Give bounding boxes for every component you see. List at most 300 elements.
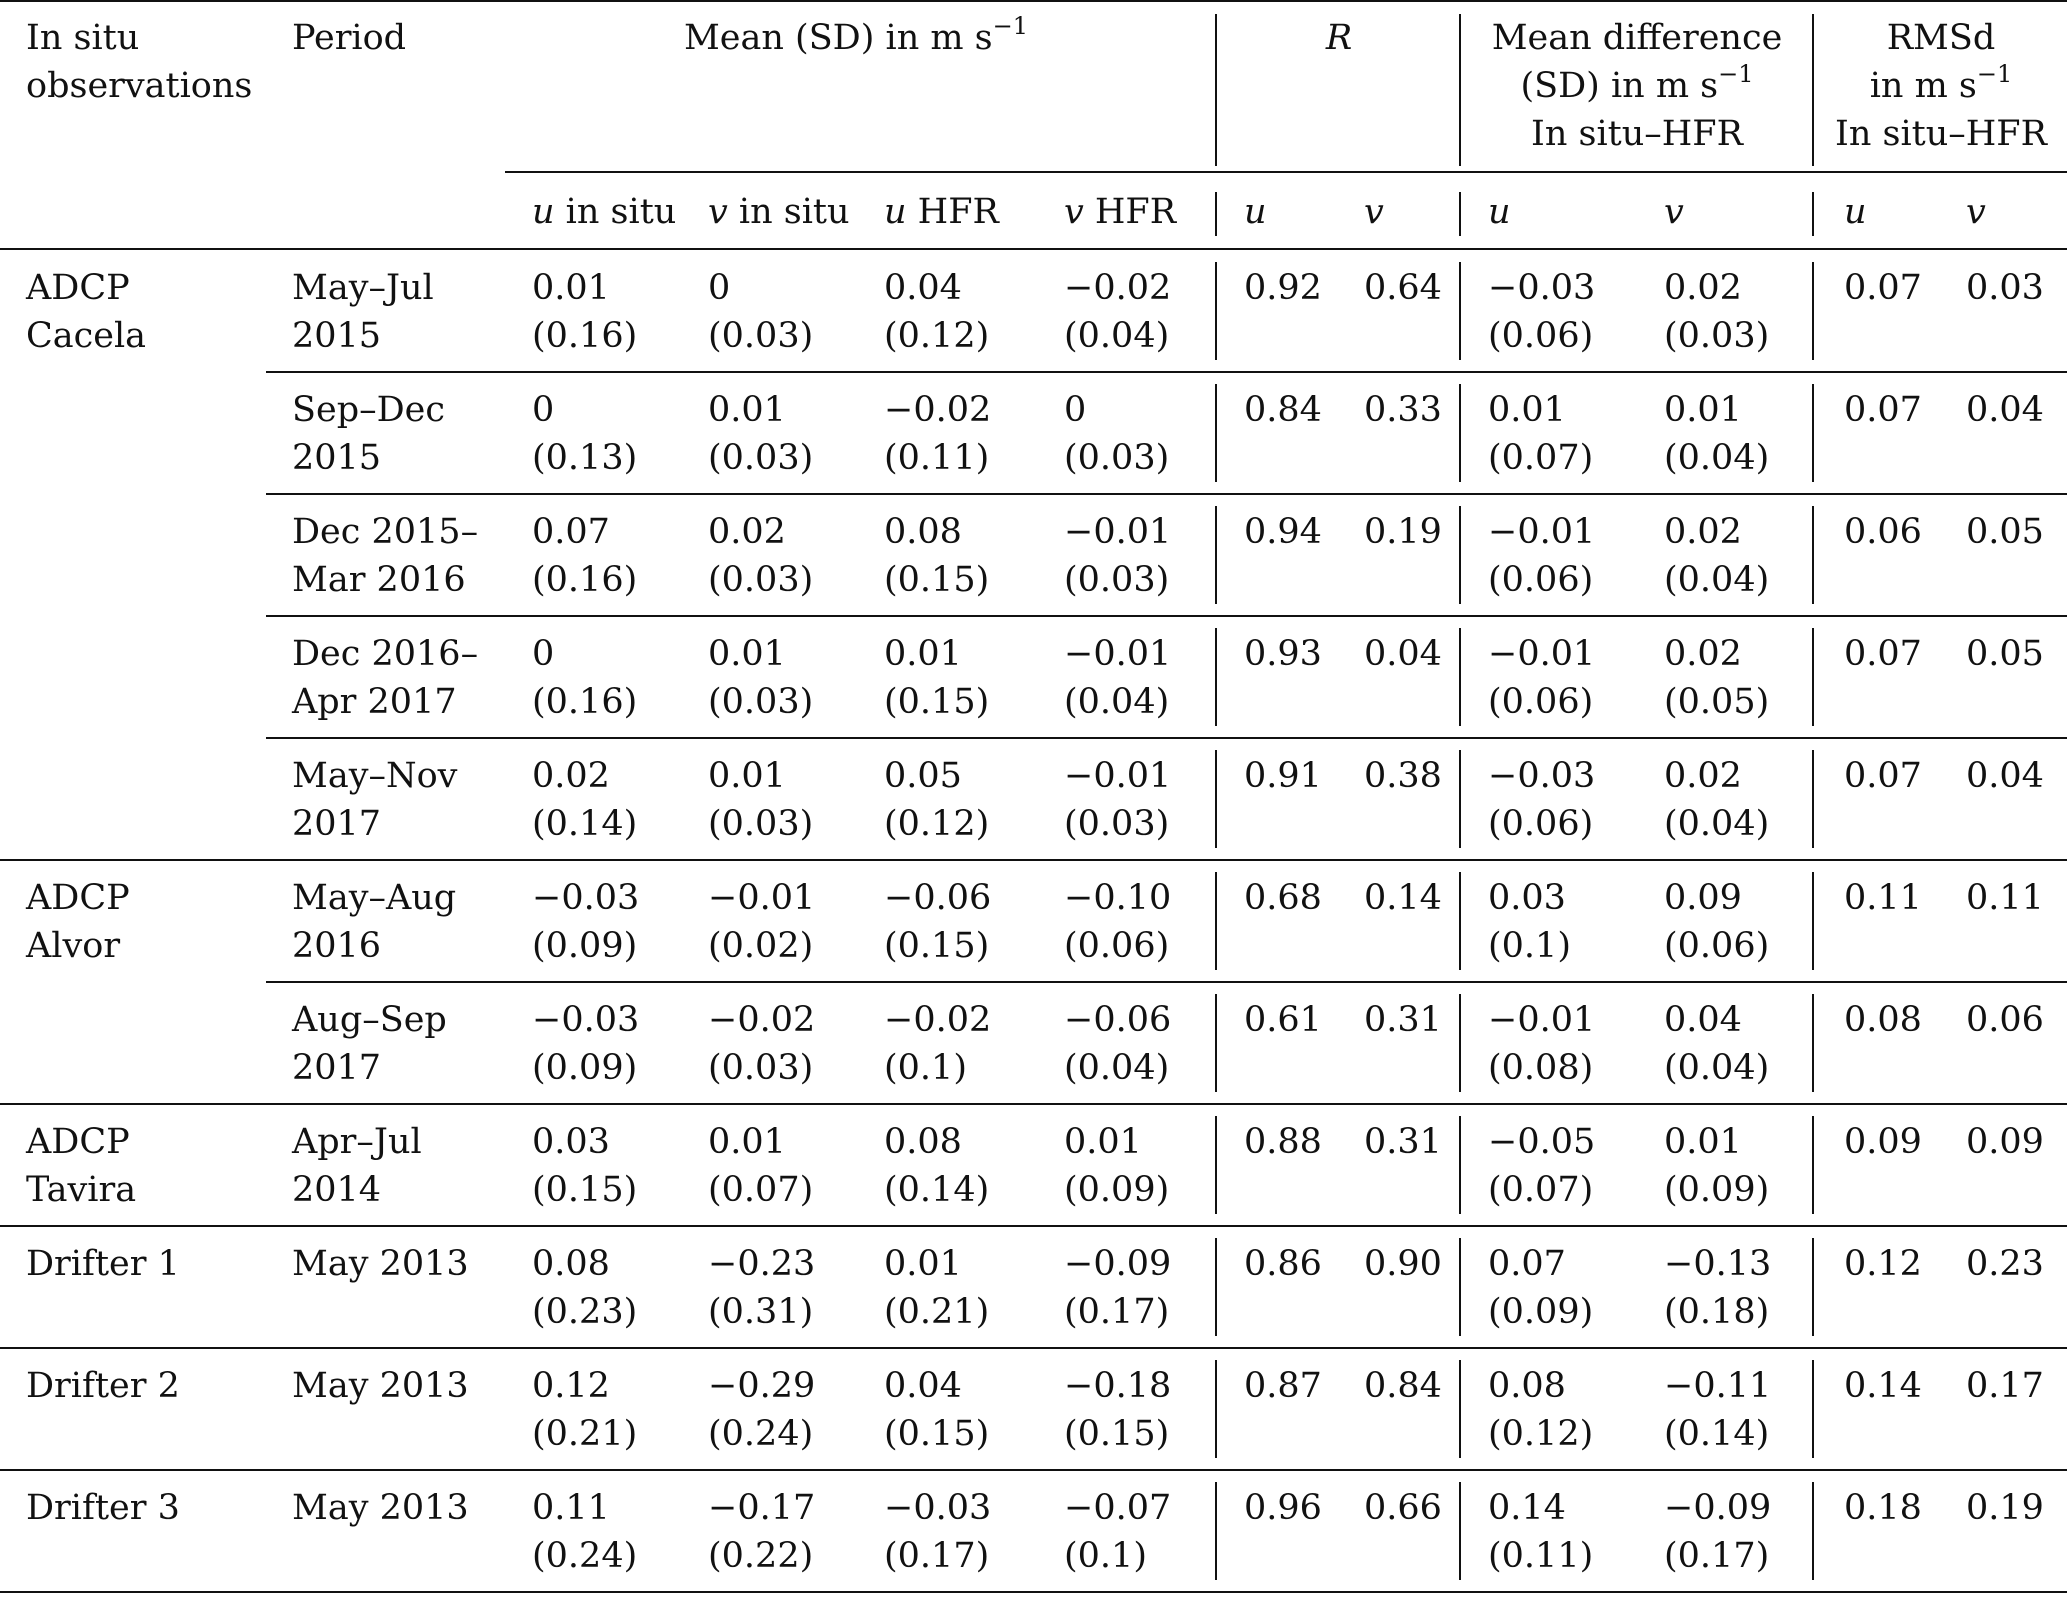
cell-v-hfr-line: (0.09) (1064, 1170, 1170, 1210)
cell-v-in-line: (0.03) (708, 682, 814, 722)
cell-u-in-line: (0.09) (532, 1048, 638, 1088)
period-cell (292, 508, 478, 604)
cell-v-hfr (1064, 1118, 1169, 1214)
cell-d-v-line: −0.13 (1664, 1244, 1772, 1284)
group-name (26, 264, 146, 360)
cell-v-in (708, 1362, 815, 1458)
cell-v-hfr-line: −0.07 (1064, 1488, 1172, 1528)
cell-v-hfr (1064, 874, 1171, 970)
cell-d-u-line: (0.06) (1488, 316, 1594, 356)
row-vline (1812, 384, 1814, 482)
cell-u-hfr-line: (0.15) (884, 682, 990, 722)
group-rule (0, 1469, 2067, 1471)
row-vline (1215, 1238, 1217, 1336)
cell-d-v-line: (0.05) (1664, 682, 1770, 722)
header-mean-unit-exp: −1 (992, 12, 1029, 41)
cell-r-u-line: 0.91 (1244, 756, 1322, 796)
cell-d-u-line: 0.07 (1488, 1244, 1566, 1284)
cell-r-u-line: 0.92 (1244, 268, 1322, 308)
cell-d-u-line: −0.03 (1488, 756, 1596, 796)
header-diff-line1: Mean difference (1491, 18, 1783, 58)
cell-r-u (1244, 1240, 1322, 1288)
cell-r-v (1364, 1118, 1442, 1166)
header-diff-group (1462, 14, 1812, 158)
cell-d-u-line: (0.1) (1488, 926, 1571, 966)
cell-v-in-line: (0.22) (708, 1536, 814, 1576)
cell-r-u-line: 0.84 (1244, 390, 1322, 430)
sub-v-hfr-text: HFR (1083, 192, 1177, 232)
header-diff-line3: In situ–HFR (1531, 114, 1743, 154)
period-cell-line: 2016 (292, 926, 382, 966)
cell-u-hfr-line: −0.06 (884, 878, 992, 918)
cell-rms-u (1844, 508, 1922, 556)
cell-v-in (708, 1118, 813, 1214)
period-cell (292, 630, 478, 726)
row-vline (1459, 1116, 1461, 1214)
cell-u-in-line: 0.08 (532, 1244, 610, 1284)
cell-u-hfr (884, 1362, 989, 1458)
period-cell-line: Mar 2016 (292, 560, 466, 600)
row-rule (266, 615, 2067, 617)
cell-u-hfr-line: (0.1) (884, 1048, 967, 1088)
cell-v-hfr-line: −0.18 (1064, 1366, 1172, 1406)
row-vline (1215, 628, 1217, 726)
cell-v-hfr (1064, 630, 1171, 726)
period-cell (292, 874, 456, 970)
period-cell-line: Apr–Jul (292, 1122, 422, 1162)
cell-rms-u (1844, 630, 1922, 678)
cell-r-u-line: 0.93 (1244, 634, 1322, 674)
cell-rms-v (1966, 996, 2044, 1044)
cell-rms-u (1844, 264, 1922, 312)
cell-r-u (1244, 508, 1322, 556)
cell-v-in-line: 0.01 (708, 634, 786, 674)
cell-v-in-line: (0.03) (708, 438, 814, 478)
cell-v-in (708, 752, 813, 848)
row-vline (1459, 750, 1461, 848)
cell-v-hfr-line: (0.15) (1064, 1414, 1170, 1454)
cell-rms-u (1844, 1362, 1922, 1410)
group-name-line: Drifter 2 (26, 1366, 180, 1406)
sub-v-hfr (1064, 188, 1176, 236)
cell-r-v-line: 0.84 (1364, 1366, 1442, 1406)
cell-rms-v-line: 0.04 (1966, 390, 2044, 430)
cell-d-u-line: (0.06) (1488, 682, 1594, 722)
cell-v-hfr (1064, 752, 1171, 848)
cell-d-v-line: 0.02 (1664, 268, 1742, 308)
cell-r-v (1364, 264, 1442, 312)
cell-v-hfr-line: (0.1) (1064, 1536, 1147, 1576)
cell-d-u (1488, 1118, 1595, 1214)
cell-v-hfr-line: −0.09 (1064, 1244, 1172, 1284)
group-name (26, 1484, 180, 1532)
group-name (26, 874, 130, 970)
cell-u-hfr-line: (0.21) (884, 1292, 990, 1332)
cell-r-u-line: 0.86 (1244, 1244, 1322, 1284)
cell-d-u-line: (0.09) (1488, 1292, 1594, 1332)
period-cell-line: May–Nov (292, 756, 458, 796)
header-rmsd-line3: In situ–HFR (1835, 114, 2047, 154)
cell-v-in-line: −0.17 (708, 1488, 816, 1528)
cell-v-hfr (1064, 1240, 1171, 1336)
cell-u-hfr (884, 386, 991, 482)
cell-v-hfr (1064, 508, 1171, 604)
cell-d-v-line: 0.04 (1664, 1000, 1742, 1040)
cell-rms-u (1844, 1484, 1922, 1532)
row-rule (266, 737, 2067, 739)
header-r-group: R (1325, 18, 1353, 58)
group-name-line: Drifter 3 (26, 1488, 180, 1528)
cell-v-in-line: 0.01 (708, 756, 786, 796)
cell-u-in-line: (0.14) (532, 804, 638, 844)
cell-u-in-line: (0.16) (532, 560, 638, 600)
cell-d-u (1488, 386, 1593, 482)
cell-d-u-line: −0.01 (1488, 634, 1596, 674)
cell-u-hfr-line: (0.12) (884, 316, 990, 356)
cell-u-hfr-line: (0.17) (884, 1536, 990, 1576)
sub-v-insitu (708, 188, 850, 236)
cell-rms-u-line: 0.18 (1844, 1488, 1922, 1528)
row-vline (1459, 506, 1461, 604)
sub-vline-r (1215, 192, 1217, 236)
cell-u-hfr (884, 874, 991, 970)
row-vline (1812, 1116, 1814, 1214)
cell-d-u (1488, 1362, 1593, 1458)
cell-rms-u-line: 0.07 (1844, 268, 1922, 308)
group-rule (0, 859, 2067, 861)
cell-u-in-line: (0.16) (532, 316, 638, 356)
cell-d-v (1664, 508, 1769, 604)
cell-d-v-line: (0.14) (1664, 1414, 1770, 1454)
group-name-line: Drifter 1 (26, 1244, 180, 1284)
group-name-line: ADCP (26, 878, 130, 918)
cell-u-in (532, 874, 639, 970)
cell-v-in (708, 264, 813, 360)
cell-u-in-line: 0.01 (532, 268, 610, 308)
period-cell (292, 1362, 469, 1410)
period-cell (292, 1118, 422, 1214)
period-cell-line: 2017 (292, 1048, 382, 1088)
sub-rmsd-u: u (1844, 192, 1867, 232)
cell-u-in-line: 0 (532, 390, 555, 430)
sub-u-hfr-var: u (884, 192, 907, 232)
top-rule (0, 0, 2067, 2)
header-vline-diff (1459, 14, 1461, 166)
sub-v-hfr-var: v (1064, 192, 1084, 232)
cell-v-in-line: (0.07) (708, 1170, 814, 1210)
cell-v-hfr-line: (0.04) (1064, 682, 1170, 722)
group-rule (0, 1347, 2067, 1349)
period-cell (292, 386, 445, 482)
cell-rms-v (1966, 386, 2044, 434)
cell-rms-u (1844, 386, 1922, 434)
cell-r-v-line: 0.31 (1364, 1000, 1442, 1040)
sub-u-insitu-var: u (532, 192, 555, 232)
row-vline (1215, 262, 1217, 360)
row-vline (1459, 262, 1461, 360)
cell-u-in (532, 508, 637, 604)
sub-u-hfr-text: HFR (906, 192, 999, 232)
cell-u-in (532, 630, 637, 726)
group-name-line: ADCP (26, 268, 130, 308)
cell-v-hfr-line: −0.02 (1064, 268, 1172, 308)
cell-u-in (532, 996, 639, 1092)
cell-r-u (1244, 630, 1322, 678)
group-rule (0, 1103, 2067, 1105)
cell-rms-v-line: 0.11 (1966, 878, 2044, 918)
cell-v-in-line: −0.29 (708, 1366, 816, 1406)
cell-d-u-line: −0.03 (1488, 268, 1596, 308)
cell-r-v (1364, 874, 1442, 922)
cell-d-u (1488, 264, 1595, 360)
cell-r-v-line: 0.33 (1364, 390, 1442, 430)
header-vline-r (1215, 14, 1217, 166)
cell-d-v-line: (0.04) (1664, 438, 1770, 478)
cell-rms-v (1966, 1362, 2044, 1410)
cell-u-in-line: (0.21) (532, 1414, 638, 1454)
sub-v-insitu-text: in situ (727, 192, 850, 232)
cell-d-u-line: (0.08) (1488, 1048, 1594, 1088)
cell-v-in-line: (0.03) (708, 316, 814, 356)
cell-d-v-line: (0.17) (1664, 1536, 1770, 1576)
cell-rms-u-line: 0.07 (1844, 634, 1922, 674)
row-vline (1812, 506, 1814, 604)
cell-d-v-line: 0.01 (1664, 390, 1742, 430)
cell-r-u (1244, 752, 1322, 800)
cell-d-v (1664, 752, 1769, 848)
row-vline (1215, 506, 1217, 604)
cell-u-in-line: 0 (532, 634, 555, 674)
cell-u-in (532, 1118, 637, 1214)
period-cell-line: May 2013 (292, 1244, 469, 1284)
cell-u-in (532, 386, 637, 482)
cell-rms-v-line: 0.03 (1966, 268, 2044, 308)
cell-v-hfr (1064, 996, 1171, 1092)
cell-d-u-line: (0.07) (1488, 438, 1594, 478)
cell-u-hfr-line: (0.11) (884, 438, 990, 478)
cell-d-v-line: 0.01 (1664, 1122, 1742, 1162)
cell-r-v (1364, 996, 1442, 1044)
cell-r-v-line: 0.31 (1364, 1122, 1442, 1162)
cell-v-in (708, 508, 813, 604)
cell-u-hfr-line: 0.04 (884, 268, 962, 308)
cell-d-u (1488, 1240, 1593, 1336)
cell-d-v-line: (0.04) (1664, 804, 1770, 844)
cell-u-in (532, 264, 637, 360)
cell-v-in-line: −0.01 (708, 878, 816, 918)
cell-r-u (1244, 1362, 1322, 1410)
cell-d-v (1664, 264, 1769, 360)
cell-rms-v-line: 0.17 (1966, 1366, 2044, 1406)
period-cell-line: May–Jul (292, 268, 434, 308)
period-cell-line: Dec 2016– (292, 634, 479, 674)
cell-v-in-line: (0.02) (708, 926, 814, 966)
cell-u-hfr-line: (0.15) (884, 560, 990, 600)
cell-u-hfr-line: (0.15) (884, 926, 990, 966)
header-obs-line1: In situ (26, 18, 140, 58)
cell-d-v (1664, 1484, 1771, 1580)
sub-r-u: u (1244, 192, 1267, 232)
cell-u-hfr-line: −0.02 (884, 1000, 992, 1040)
cell-v-hfr-line: (0.03) (1064, 804, 1170, 844)
cell-v-hfr-line: (0.04) (1064, 1048, 1170, 1088)
header-diff-unit-exp: −1 (1718, 60, 1754, 89)
cell-d-v (1664, 630, 1769, 726)
group-rule (0, 1591, 2067, 1593)
cell-rms-v-line: 0.09 (1966, 1122, 2044, 1162)
row-vline (1215, 872, 1217, 970)
row-vline (1812, 750, 1814, 848)
cell-d-v (1664, 996, 1769, 1092)
header-vline-rmsd (1812, 14, 1814, 166)
cell-r-v-line: 0.38 (1364, 756, 1442, 796)
cell-v-in-line: (0.03) (708, 560, 814, 600)
cell-u-in (532, 1240, 637, 1336)
cell-u-in-line: (0.13) (532, 438, 638, 478)
cell-d-u (1488, 874, 1571, 970)
cell-v-in (708, 874, 815, 970)
cell-r-v (1364, 508, 1442, 556)
sub-r-v: v (1364, 192, 1384, 232)
cell-v-hfr-line: −0.06 (1064, 1000, 1172, 1040)
cell-v-in (708, 386, 813, 482)
cell-u-hfr-line: −0.03 (884, 1488, 992, 1528)
cell-rms-u-line: 0.11 (1844, 878, 1922, 918)
cell-rms-v (1966, 752, 2044, 800)
sub-rmsd-v: v (1966, 192, 1986, 232)
cell-r-v (1364, 386, 1442, 434)
cell-rms-v-line: 0.23 (1966, 1244, 2044, 1284)
cell-r-v-line: 0.66 (1364, 1488, 1442, 1528)
header-diff-unit: (SD) in m s (1520, 66, 1719, 106)
cell-v-in-line: −0.23 (708, 1244, 816, 1284)
cell-rms-u (1844, 752, 1922, 800)
cell-d-v (1664, 1240, 1771, 1336)
cell-v-in-line: (0.24) (708, 1414, 814, 1454)
cell-v-in-line: 0.01 (708, 1122, 786, 1162)
cell-rms-v-line: 0.06 (1966, 1000, 2044, 1040)
cell-rms-v (1966, 1118, 2044, 1166)
cell-rms-u-line: 0.09 (1844, 1122, 1922, 1162)
header-period: Period (292, 18, 407, 58)
cell-r-v-line: 0.64 (1364, 268, 1442, 308)
row-vline (1215, 750, 1217, 848)
group-name-line: Alvor (26, 926, 121, 966)
cell-u-hfr (884, 508, 989, 604)
period-cell-line: Sep–Dec (292, 390, 445, 430)
period-cell-line: 2015 (292, 438, 382, 478)
cell-d-u-line: 0.14 (1488, 1488, 1566, 1528)
row-vline (1215, 1360, 1217, 1458)
cell-d-u (1488, 630, 1595, 726)
row-rule (266, 981, 2067, 983)
cell-v-in-line: (0.31) (708, 1292, 814, 1332)
row-vline (1812, 1482, 1814, 1580)
cell-d-u-line: (0.11) (1488, 1536, 1594, 1576)
row-rule (266, 371, 2067, 373)
cell-rms-u (1844, 874, 1922, 922)
period-cell-line: May 2013 (292, 1488, 469, 1528)
cell-d-u-line: (0.06) (1488, 804, 1594, 844)
cell-d-v (1664, 874, 1769, 970)
row-vline (1459, 1238, 1461, 1336)
cell-rms-v (1966, 508, 2044, 556)
cell-v-in (708, 1484, 815, 1580)
cell-v-hfr-line: −0.10 (1064, 878, 1172, 918)
row-vline (1812, 872, 1814, 970)
period-cell-line: Apr 2017 (292, 682, 457, 722)
cell-r-v-line: 0.04 (1364, 634, 1442, 674)
sub-u-insitu (532, 188, 676, 236)
sub-diff-u: u (1488, 192, 1511, 232)
row-vline (1812, 1360, 1814, 1458)
cell-u-hfr-line: (0.12) (884, 804, 990, 844)
cell-u-hfr-line: 0.05 (884, 756, 962, 796)
cell-u-in (532, 752, 637, 848)
header-obs-line2: observations (26, 66, 253, 106)
cell-rms-v-line: 0.19 (1966, 1488, 2044, 1528)
row-vline (1215, 994, 1217, 1092)
cell-rms-u-line: 0.06 (1844, 512, 1922, 552)
cell-rms-v (1966, 874, 2044, 922)
sub-u-hfr (884, 188, 999, 236)
group-name-line: Tavira (26, 1170, 137, 1210)
cell-u-hfr (884, 1118, 989, 1214)
cell-v-hfr-line: 0.01 (1064, 1122, 1142, 1162)
cell-r-u-line: 0.96 (1244, 1488, 1322, 1528)
group-name-line: ADCP (26, 1122, 130, 1162)
cell-u-in-line: −0.03 (532, 1000, 640, 1040)
header-mean-group (500, 14, 1212, 62)
cell-d-u-line: 0.03 (1488, 878, 1566, 918)
cell-rms-v-line: 0.05 (1966, 512, 2044, 552)
row-vline (1215, 384, 1217, 482)
group-rule (0, 1225, 2067, 1227)
row-vline (1812, 628, 1814, 726)
cell-v-in (708, 1240, 815, 1336)
cell-d-v-line: (0.04) (1664, 560, 1770, 600)
row-vline (1459, 872, 1461, 970)
period-cell (292, 1484, 469, 1532)
cell-u-hfr-line: 0.01 (884, 634, 962, 674)
cell-u-in-line: (0.23) (532, 1292, 638, 1332)
cell-d-u-line: −0.05 (1488, 1122, 1596, 1162)
period-cell-line: 2014 (292, 1170, 382, 1210)
cell-v-in-line: 0.01 (708, 390, 786, 430)
sub-vline-diff (1459, 192, 1461, 236)
cell-u-hfr (884, 996, 991, 1092)
row-vline (1812, 262, 1814, 360)
cell-d-v-line: 0.09 (1664, 878, 1742, 918)
cell-d-u-line: 0.01 (1488, 390, 1566, 430)
cell-v-hfr-line: (0.03) (1064, 560, 1170, 600)
cell-r-v (1364, 1240, 1442, 1288)
cell-rms-v (1966, 1240, 2044, 1288)
cell-d-v (1664, 386, 1769, 482)
cell-u-hfr (884, 752, 989, 848)
group-name-line: Cacela (26, 316, 147, 356)
cell-d-v-line: 0.02 (1664, 756, 1742, 796)
cell-d-u (1488, 1484, 1593, 1580)
period-cell-line: 2017 (292, 804, 382, 844)
row-vline (1812, 994, 1814, 1092)
header-diff-line2 (1462, 62, 1812, 110)
cell-rms-u-line: 0.12 (1844, 1244, 1922, 1284)
cell-d-v-line: 0.02 (1664, 634, 1742, 674)
cell-rms-v (1966, 1484, 2044, 1532)
cell-r-u (1244, 264, 1322, 312)
cell-u-hfr (884, 264, 989, 360)
